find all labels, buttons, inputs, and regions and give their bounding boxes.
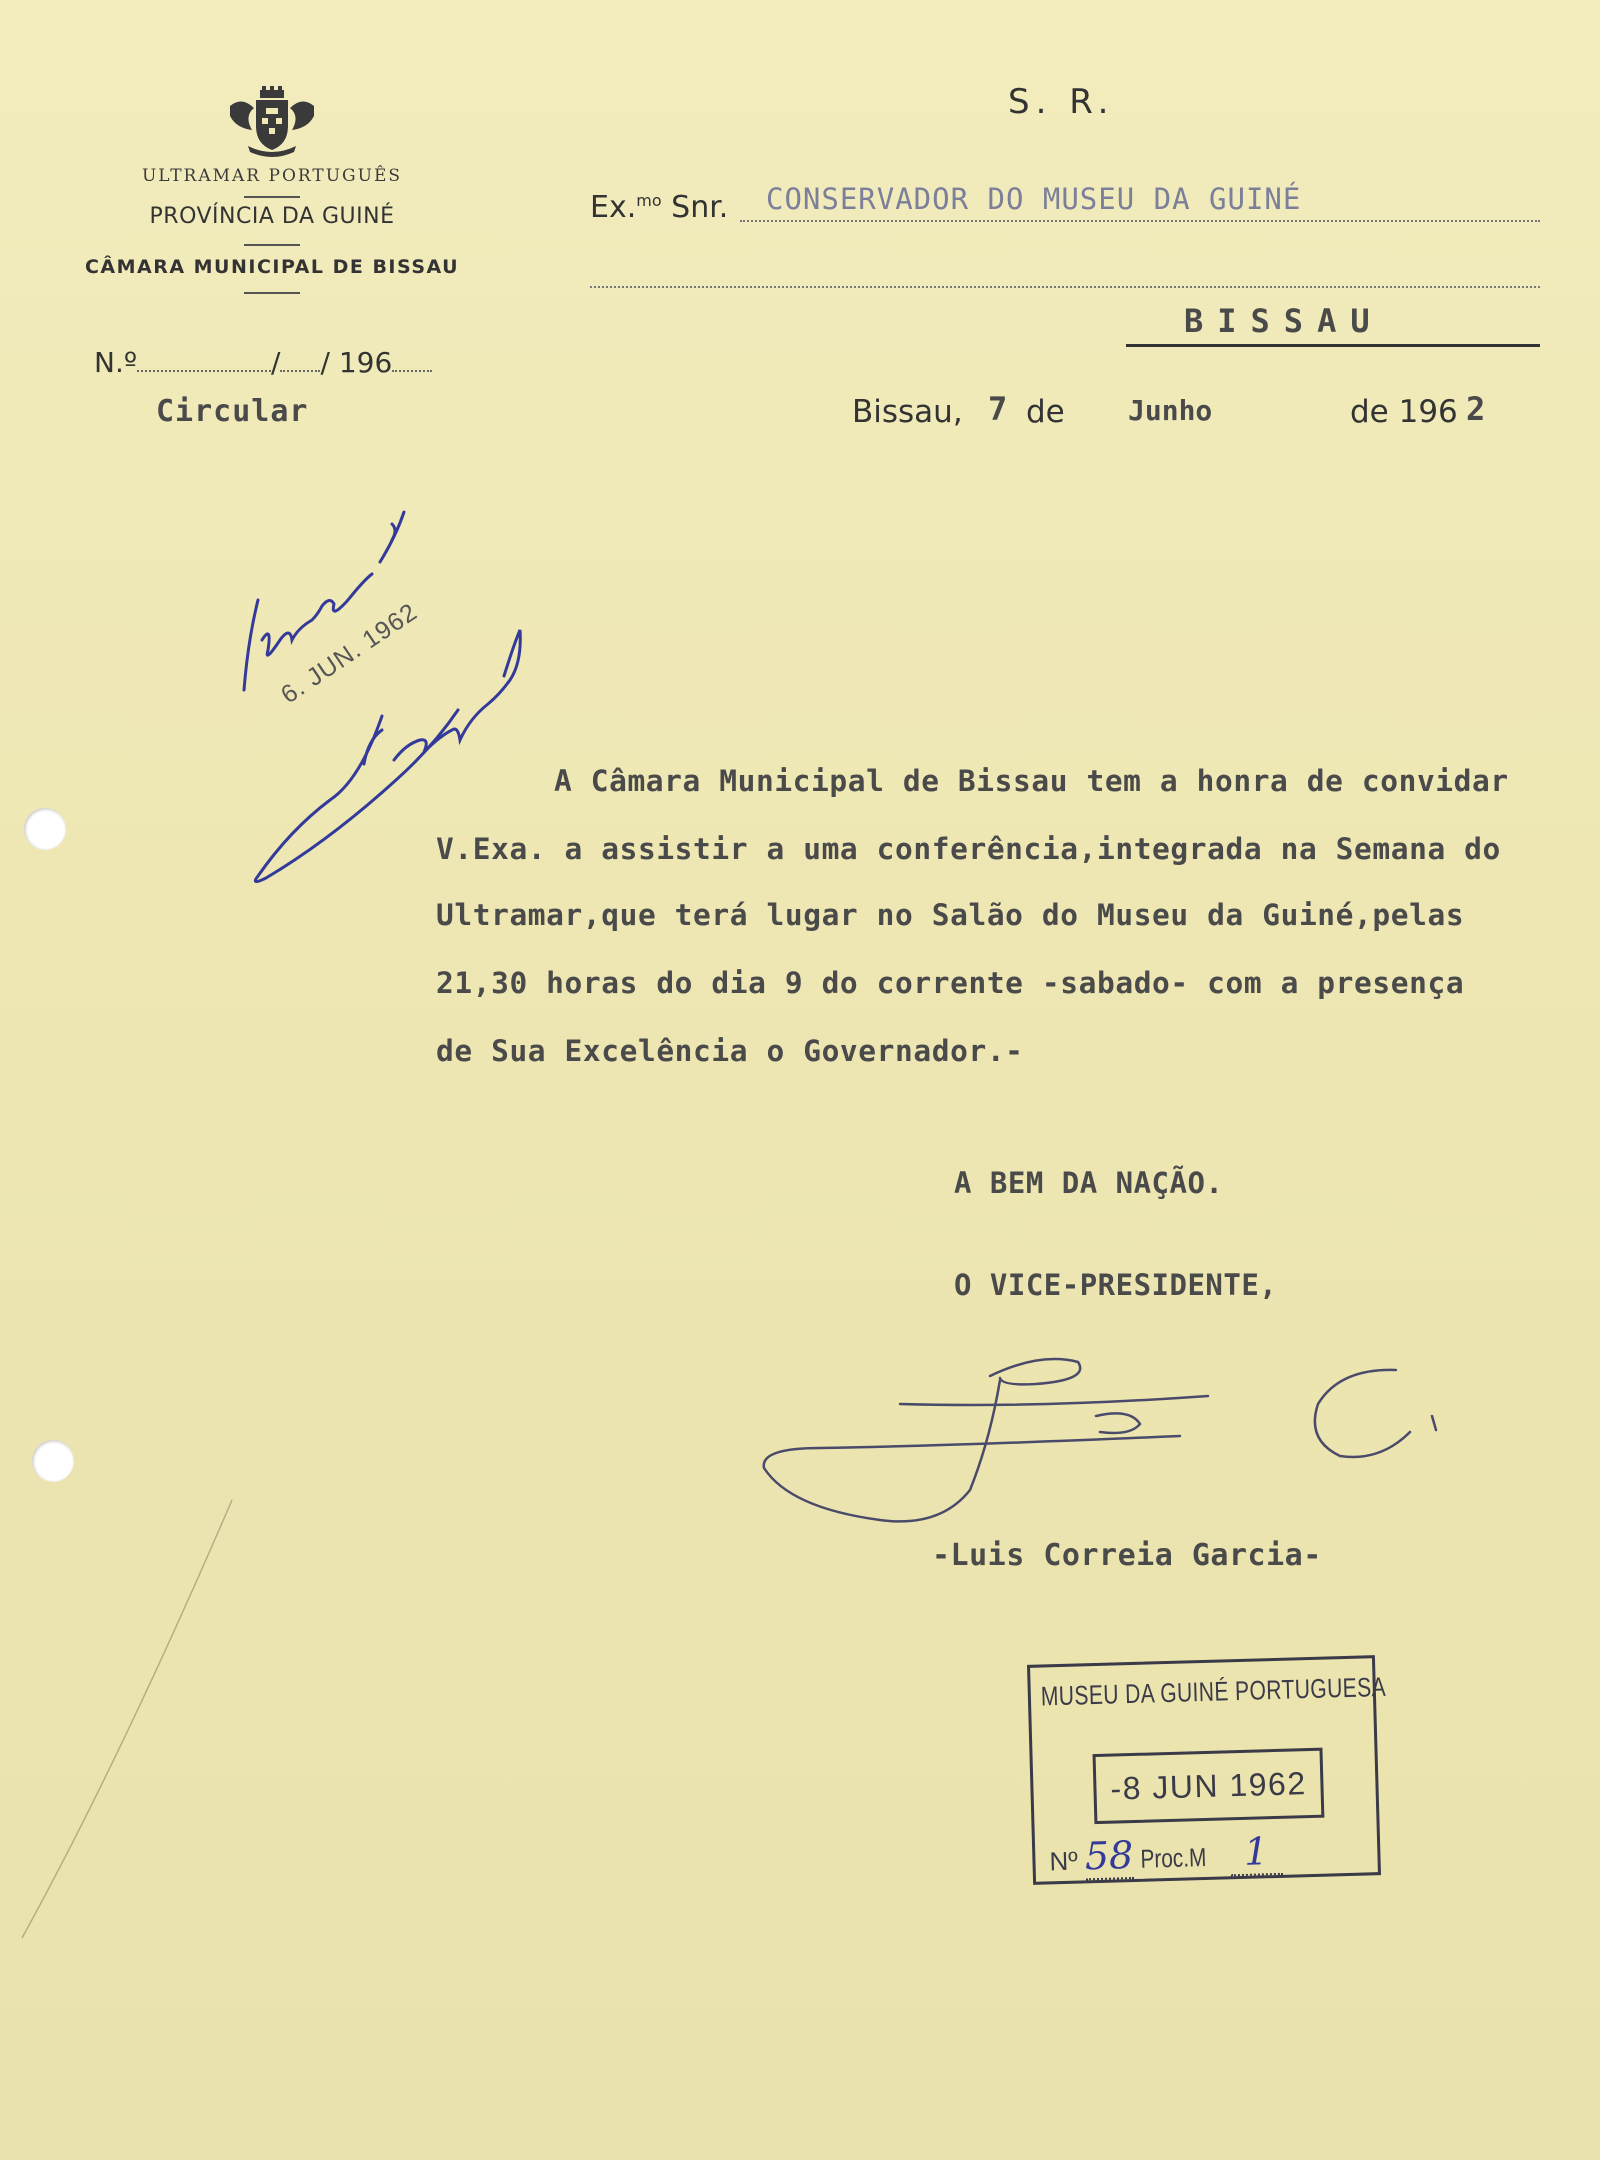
closing-motto: A BEM DA NAÇÃO. (954, 1166, 1224, 1200)
reference-number-label: N.º (94, 346, 138, 379)
museum-stamp-no-value: 58 (1084, 1833, 1134, 1879)
body-line-4: 21,30 horas do dia 9 do corrente -sabado- com a presença (436, 966, 1465, 1000)
signatory-name: -Luis Correia Garcia- (932, 1538, 1322, 1573)
annotation-handwriting (244, 512, 404, 690)
museum-stamp-date: -8 JUN 1962 (1109, 1765, 1308, 1807)
museum-stamp-proc-value: 1 (1229, 1829, 1282, 1876)
date-year-digit: 2 (1466, 390, 1486, 428)
addressee: CONSERVADOR DO MUSEU DA GUINÉ (766, 182, 1302, 216)
body-line-5: de Sua Excelência o Governador.- (436, 1034, 1024, 1068)
museum-stamp-number-line (1049, 1829, 1283, 1879)
date-place: Bissau, (852, 394, 963, 430)
reference-year: / 196 (320, 346, 393, 379)
date-de-year: de 196 (1350, 394, 1458, 430)
recipient-city: BISSAU (1184, 302, 1384, 340)
museum-stamp-title: MUSEU DA GUINÉ PORTUGUESA (1040, 1671, 1387, 1712)
sr-heading: S. R. (1008, 82, 1115, 122)
body-line-2: V.Exa. a assistir a uma conferência,integrada na Semana do (436, 832, 1501, 866)
salutation-prefix: Ex. (590, 190, 637, 225)
body-line-3: Ultramar,que terá lugar no Salão do Museu da Guiné,pelas (436, 898, 1465, 932)
museum-stamp (1027, 1655, 1387, 1885)
museum-stamp-no-label: Nº (1049, 1845, 1079, 1877)
approval-signature (255, 630, 520, 882)
museum-stamp-date-box (1093, 1748, 1325, 1824)
salutation-suffix: Snr. (661, 190, 729, 225)
header-provincia: PROVÍNCIA DA GUINÉ (149, 204, 395, 229)
date-de-1: de (1026, 394, 1065, 430)
paper-crease (22, 1500, 232, 1938)
vice-president-signature (764, 1359, 1436, 1521)
received-date-stamp: 6. JUN. 1962 (276, 597, 423, 710)
date-day: 7 (988, 390, 1008, 428)
closing-title: O VICE-PRESIDENTE, (954, 1268, 1278, 1302)
date-month: Junho (1128, 394, 1213, 427)
header-ultramar: ULTRAMAR PORTUGUÊS (141, 166, 403, 186)
reference-separator: / (271, 346, 281, 379)
header-camara: CÂMARA MUNICIPAL DE BISSAU (84, 256, 460, 278)
museum-stamp-proc-label: Proc.M (1140, 1841, 1207, 1874)
body-line-1: A Câmara Municipal de Bissau tem a honra de convidar (554, 764, 1509, 798)
salutation-superscript: mo (636, 191, 662, 210)
letter-type-circular: Circular (156, 394, 309, 429)
